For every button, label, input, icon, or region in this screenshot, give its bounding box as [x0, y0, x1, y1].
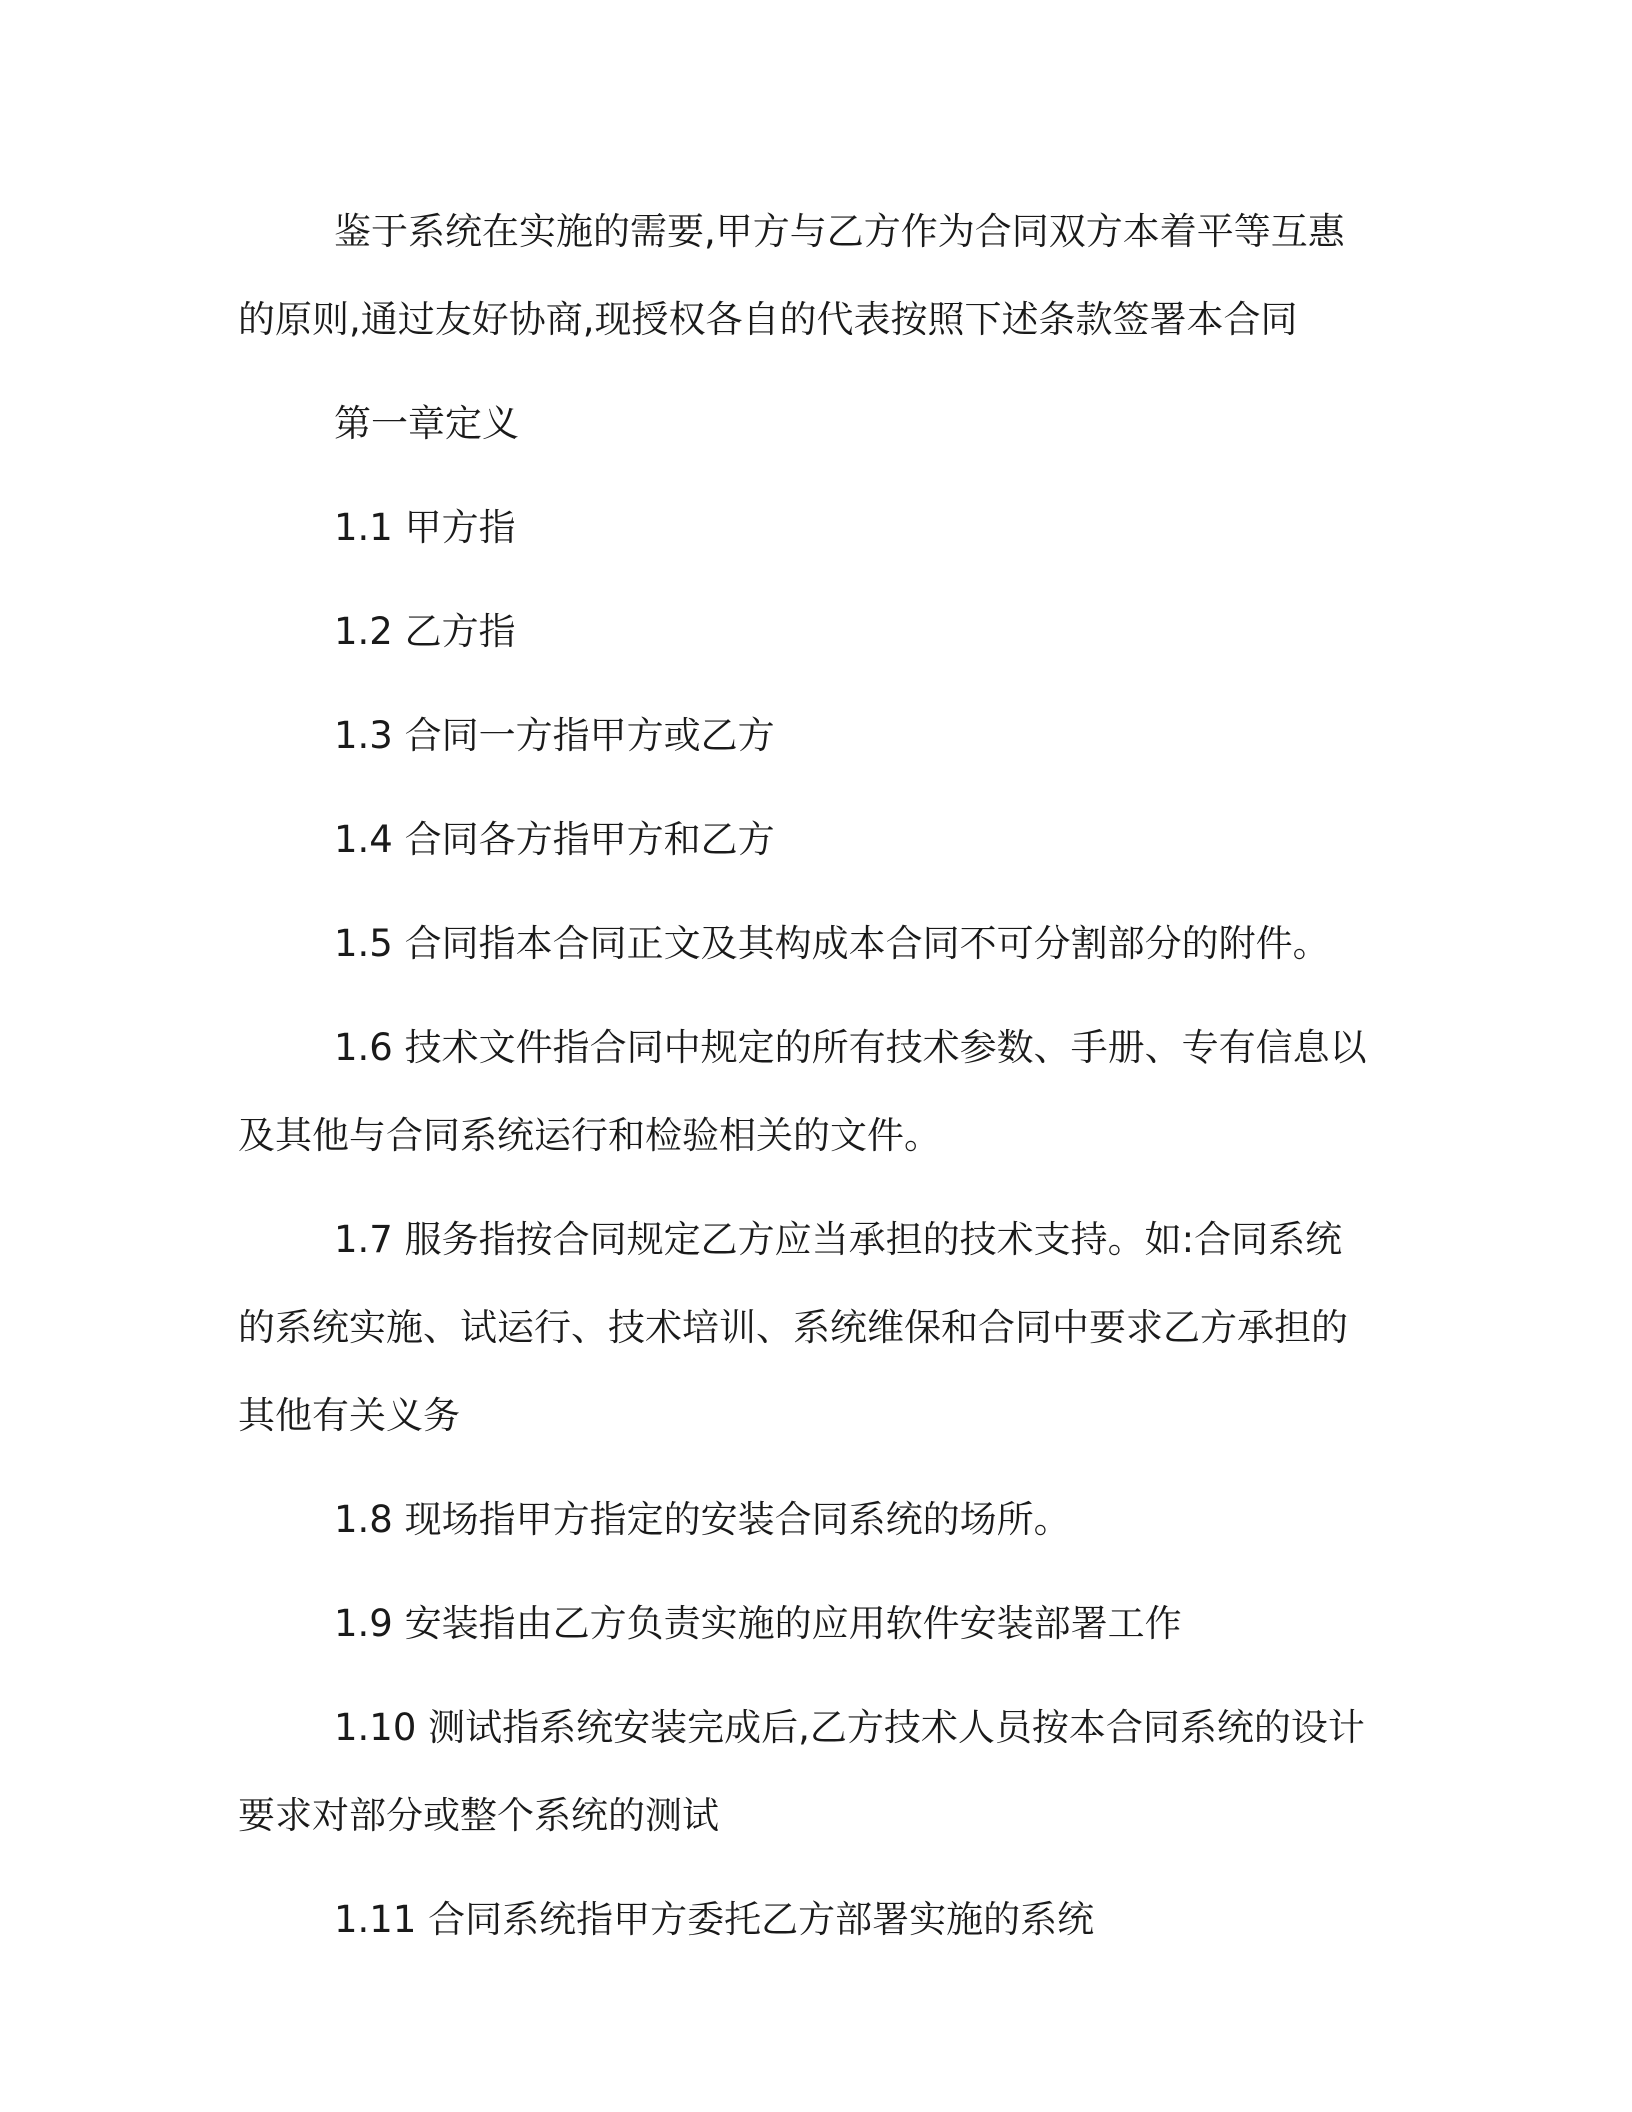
clause-1-3: 1.3 合同一方指甲方或乙方 — [334, 714, 775, 757]
chapter-heading: 第一章定义 — [334, 402, 519, 445]
clause-1-11: 1.11 合同系统指甲方委托乙方部署实施的系统 — [334, 1898, 1095, 1941]
clause-1-10: 1.10 测试指系统安装完成后,乙方技术人员按本合同系统的设计要求对部分或整个系统的测试 — [238, 1706, 1365, 1837]
clause-1-5: 1.5 合同指本合同正文及其构成本合同不可分割部分的附件。 — [334, 922, 1330, 965]
clause-1-1: 1.1 甲方指 — [334, 506, 516, 549]
document-body — [238, 188, 1378, 1980]
clause-1-9: 1.9 安装指由乙方负责实施的应用软件安装部署工作 — [334, 1602, 1182, 1645]
preamble-paragraph: 鉴于系统在实施的需要,甲方与乙方作为合同双方本着平等互惠的原则,通过友好协商,现授权各自的代表按照下述条款签署本合同 — [238, 210, 1345, 341]
clause-1-4: 1.4 合同各方指甲方和乙方 — [334, 818, 775, 861]
clause-1-2: 1.2 乙方指 — [334, 610, 516, 653]
clause-1-8: 1.8 现场指甲方指定的安装合同系统的场所。 — [334, 1498, 1071, 1541]
clause-1-7: 1.7 服务指按合同规定乙方应当承担的技术支持。如:合同系统的系统实施、试运行、技术培训、系统维保和合同中要求乙方承担的其他有关义务 — [238, 1218, 1348, 1437]
clause-1-6: 1.6 技术文件指合同中规定的所有技术参数、手册、专有信息以及其他与合同系统运行和检验相关的文件。 — [238, 1026, 1367, 1157]
